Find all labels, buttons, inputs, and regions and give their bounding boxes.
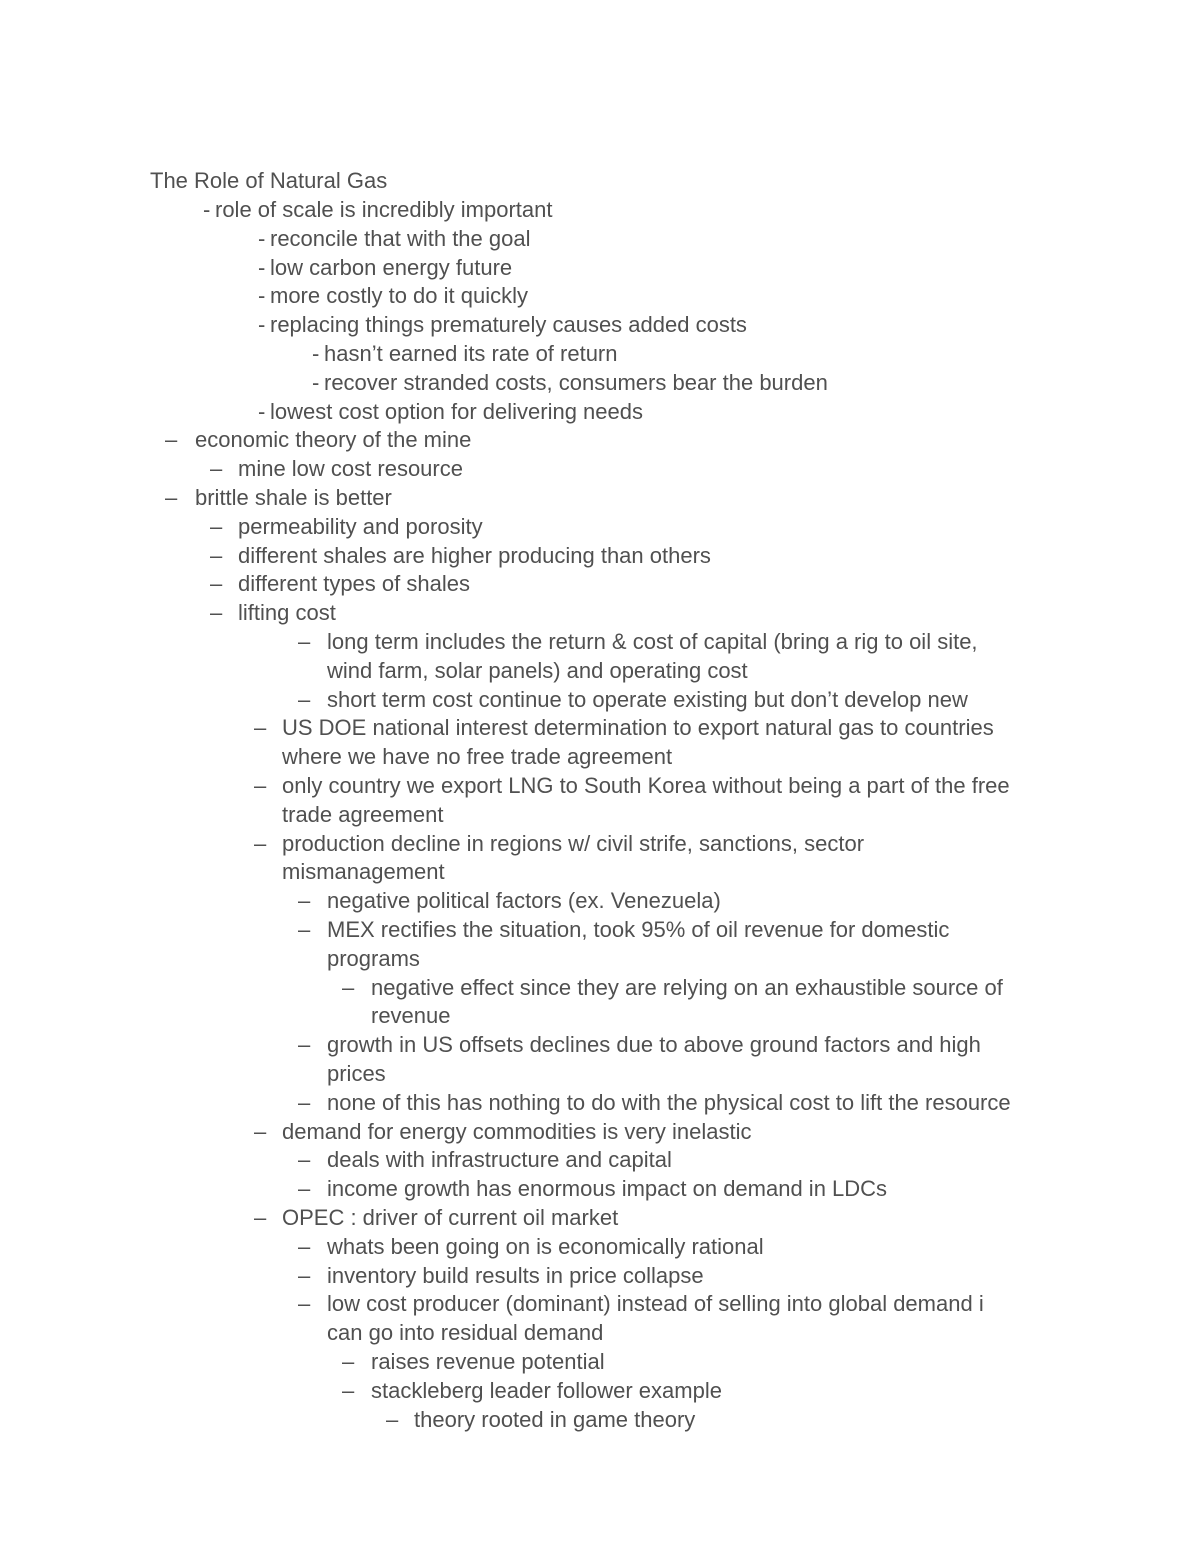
list-item	[0, 857, 1200, 886]
list-item-text: long term includes the return & cost of capital (bring a rig to oil site,	[327, 629, 978, 654]
list-item	[0, 483, 1200, 512]
list-item-text: negative political factors (ex. Venezuela)	[327, 888, 721, 913]
list-item-text: production decline in regions w/ civil strife, sanctions, sector	[282, 831, 865, 856]
list-item-text: negative effect since they are relying on an exhaustible source of	[371, 975, 1003, 1000]
list-item-text: inventory build results in price collapse	[327, 1263, 704, 1288]
bullet-dash: –	[210, 600, 223, 625]
list-item	[0, 454, 1200, 483]
bullet-dash: –	[298, 1032, 311, 1057]
list-item	[0, 281, 1200, 310]
list-item-text: OPEC : driver of current oil market	[282, 1205, 619, 1230]
list-item-text: short term cost continue to operate existing but don’t develop new	[327, 687, 968, 712]
list-item-text: lifting cost	[238, 600, 336, 625]
list-item	[0, 224, 1200, 253]
page-title: The Role of Natural Gas	[150, 168, 388, 193]
list-item	[0, 195, 1200, 224]
list-item-text: role of scale is incredibly important	[215, 197, 553, 222]
list-item-text: different shales are higher producing than others	[238, 543, 711, 568]
bullet-dash: -	[258, 255, 266, 280]
list-item	[0, 598, 1200, 627]
bullet-dash: –	[298, 1176, 311, 1201]
list-item-text: none of this has nothing to do with the physical cost to lift the resource	[327, 1090, 1011, 1115]
list-item	[0, 771, 1200, 800]
bullet-dash: –	[298, 1090, 311, 1115]
list-item-text: permeability and porosity	[238, 514, 483, 539]
list-item	[0, 627, 1200, 656]
bullet-dash: –	[254, 773, 267, 798]
list-item	[0, 973, 1200, 1002]
bullet-dash: –	[386, 1407, 399, 1432]
list-item-text: low carbon energy future	[270, 255, 513, 280]
list-item-text: stackleberg leader follower example	[371, 1378, 722, 1403]
list-item	[0, 425, 1200, 454]
bullet-dash: -	[258, 226, 266, 251]
list-item-text: mismanagement	[282, 859, 445, 884]
bullet-dash: –	[342, 1378, 355, 1403]
list-item	[0, 1232, 1200, 1261]
bullet-dash: -	[312, 341, 320, 366]
list-item	[0, 1059, 1200, 1088]
list-item	[0, 368, 1200, 397]
list-item	[0, 915, 1200, 944]
list-item-text: growth in US offsets declines due to above ground factors and high	[327, 1032, 981, 1057]
bullet-dash: -	[312, 370, 320, 395]
list-item	[0, 1289, 1200, 1318]
list-item-text: wind farm, solar panels) and operating cost	[327, 658, 748, 683]
list-item	[0, 742, 1200, 771]
list-item-text: more costly to do it quickly	[270, 283, 528, 308]
list-item-text: trade agreement	[282, 802, 444, 827]
list-item	[0, 1145, 1200, 1174]
bullet-dash: –	[298, 888, 311, 913]
list-item-text: where we have no free trade agreement	[282, 744, 673, 769]
list-item	[0, 656, 1200, 685]
list-item-text: whats been going on is economically rational	[327, 1234, 764, 1259]
list-item	[0, 569, 1200, 598]
list-item	[0, 541, 1200, 570]
list-item-text: mine low cost resource	[238, 456, 463, 481]
list-item-text: theory rooted in game theory	[414, 1407, 696, 1432]
list-item-text: MEX rectifies the situation, took 95% of oil revenue for domestic	[327, 917, 950, 942]
list-item-text: different types of shales	[238, 571, 470, 596]
list-item	[0, 397, 1200, 426]
bullet-dash: –	[210, 456, 223, 481]
bullet-dash: –	[298, 1263, 311, 1288]
bullet-dash: –	[254, 1119, 267, 1144]
bullet-dash: –	[210, 514, 223, 539]
list-item	[0, 1030, 1200, 1059]
list-item-text: brittle shale is better	[195, 485, 392, 510]
list-item	[0, 713, 1200, 742]
list-item-text: reconcile that with the goal	[270, 226, 531, 251]
list-item	[0, 1261, 1200, 1290]
list-item	[0, 1318, 1200, 1347]
bullet-dash: -	[203, 197, 211, 222]
list-item-text: economic theory of the mine	[195, 427, 472, 452]
list-item-text: can go into residual demand	[327, 1320, 604, 1345]
list-item-text: low cost producer (dominant) instead of selling into global demand i	[327, 1291, 984, 1316]
bullet-dash: –	[165, 427, 178, 452]
bullet-dash: –	[342, 1349, 355, 1374]
list-item-text: income growth has enormous impact on demand in LDCs	[327, 1176, 888, 1201]
list-item-text: demand for energy commodities is very inelastic	[282, 1119, 752, 1144]
list-item	[0, 1117, 1200, 1146]
list-item-text: recover stranded costs, consumers bear the burden	[324, 370, 828, 395]
bullet-dash: –	[298, 917, 311, 942]
list-item	[0, 800, 1200, 829]
list-item	[0, 1001, 1200, 1030]
bullet-dash: -	[258, 312, 266, 337]
bullet-dash: –	[254, 831, 267, 856]
list-item-text: programs	[327, 946, 420, 971]
bullet-dash: –	[298, 1147, 311, 1172]
bullet-dash: –	[254, 715, 267, 740]
list-item-text: hasn’t earned its rate of return	[324, 341, 618, 366]
bullet-dash: –	[342, 975, 355, 1000]
bullet-dash: –	[298, 687, 311, 712]
list-item-text: revenue	[371, 1003, 451, 1028]
bullet-dash: –	[254, 1205, 267, 1230]
list-item	[0, 829, 1200, 858]
list-item	[0, 1203, 1200, 1232]
list-item	[0, 685, 1200, 714]
bullet-dash: –	[165, 485, 178, 510]
list-item-text: replacing things prematurely causes added costs	[270, 312, 747, 337]
list-item	[0, 1376, 1200, 1405]
list-item-text: raises revenue potential	[371, 1349, 605, 1374]
bullet-dash: -	[258, 283, 266, 308]
list-item	[0, 1174, 1200, 1203]
list-item-text: US DOE national interest determination to export natural gas to countries	[282, 715, 994, 740]
list-item-text: lowest cost option for delivering needs	[270, 399, 643, 424]
bullet-dash: –	[298, 1234, 311, 1259]
list-item	[0, 1405, 1200, 1434]
bullet-dash: –	[210, 571, 223, 596]
list-item-text: prices	[327, 1061, 386, 1086]
list-item	[0, 512, 1200, 541]
bullet-dash: –	[298, 1291, 311, 1316]
list-item	[0, 1088, 1200, 1117]
list-item	[0, 886, 1200, 915]
list-item-text: only country we export LNG to South Korea without being a part of the free	[282, 773, 1010, 798]
bullet-dash: -	[258, 399, 266, 424]
list-item	[0, 944, 1200, 973]
bullet-dash: –	[210, 543, 223, 568]
list-item	[0, 253, 1200, 282]
bullet-dash: –	[298, 629, 311, 654]
list-item	[0, 1347, 1200, 1376]
list-item-text: deals with infrastructure and capital	[327, 1147, 672, 1172]
list-item	[0, 339, 1200, 368]
list-item	[0, 310, 1200, 339]
